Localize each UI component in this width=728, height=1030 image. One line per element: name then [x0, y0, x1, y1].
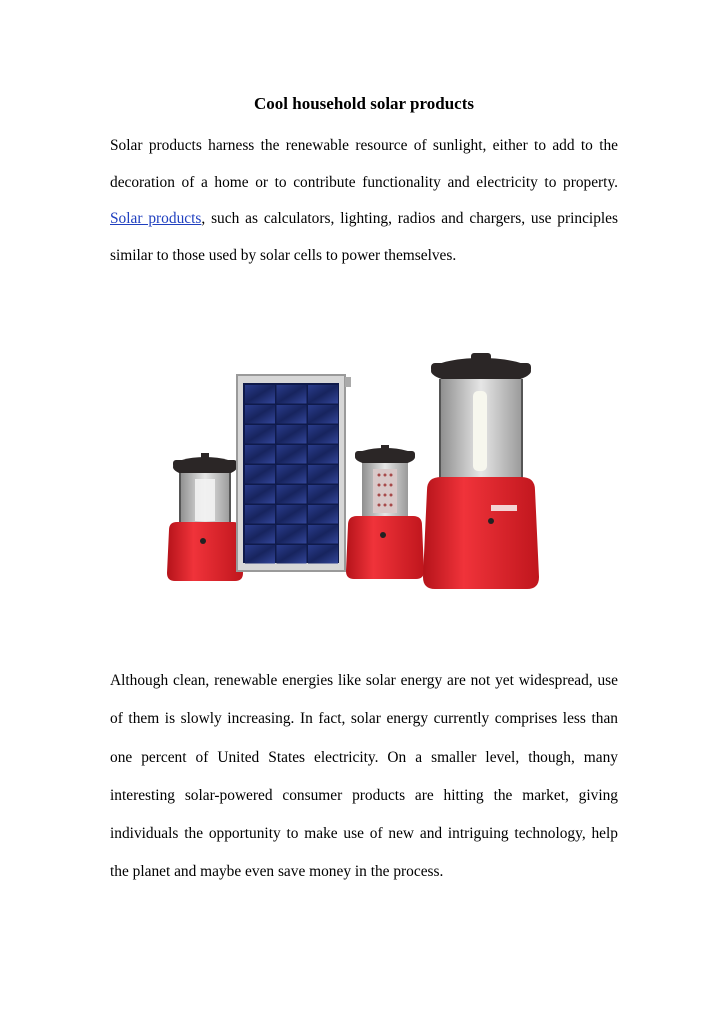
- solar-cell: [308, 385, 338, 404]
- solar-cell: [308, 525, 338, 544]
- intro-paragraph: [110, 128, 618, 274]
- solar-cell: [245, 405, 275, 424]
- solar-panel: [237, 375, 351, 571]
- solar-cell: [308, 405, 338, 424]
- solar-cell: [277, 485, 307, 504]
- solar-cell: [245, 385, 275, 404]
- solar-cell: [308, 485, 338, 504]
- solar-cell: [245, 525, 275, 544]
- solar-cell: [308, 545, 338, 564]
- solar-cell: [277, 385, 307, 404]
- solar-cell: [277, 445, 307, 464]
- solar-cell: [277, 465, 307, 484]
- solar-cell: [245, 545, 275, 564]
- solar-cell: [308, 445, 338, 464]
- intro-text-end: , such as calculators, lighting, radios and chargers, use principles similar to those used by solar cells to power themselves.: [110, 210, 618, 264]
- intro-text-start: Solar products harness the renewable resource of sunlight, either to add to the decoration of a home or to contribute functionality and electricity to property.: [110, 137, 618, 191]
- solar-cell: [308, 465, 338, 484]
- solar-products-link[interactable]: Solar products: [110, 210, 202, 227]
- small-lantern-left: [167, 453, 243, 581]
- solar-cell: [277, 405, 307, 424]
- solar-cell: [245, 465, 275, 484]
- solar-cell: [277, 525, 307, 544]
- solar-cell: [277, 505, 307, 524]
- page-title: Cool household solar products: [254, 94, 474, 113]
- solar-cell: [245, 425, 275, 444]
- body-paragraph: Although clean, renewable energies like solar energy are not yet widespread, use of them is slowly increasing. In fact, solar energy currently comprises less than one percent of United States electricity. On a smaller level, though, many interesting solar-powered consumer products are hitting the market, giving individuals the opportunity to make use of new and intriguing technology, help the planet and maybe even save money in the process.: [110, 672, 618, 881]
- solar-cell: [308, 425, 338, 444]
- solar-products-photo: [155, 345, 555, 607]
- large-lantern-right: [423, 353, 539, 589]
- solar-cell: [277, 425, 307, 444]
- medium-lantern-center: [346, 445, 424, 579]
- solar-cell: [245, 505, 275, 524]
- solar-cell: [308, 505, 338, 524]
- solar-cell: [277, 545, 307, 564]
- solar-cell: [245, 485, 275, 504]
- solar-cell: [245, 445, 275, 464]
